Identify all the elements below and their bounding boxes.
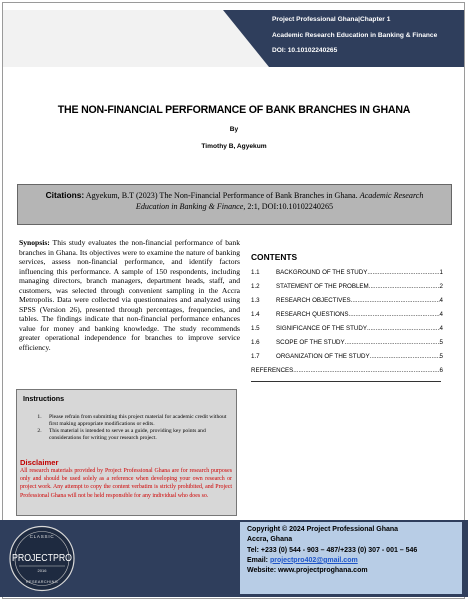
footer-email-label: Email: xyxy=(247,556,270,564)
contents-title: CONTENTS xyxy=(251,252,298,262)
toc-label: ORGANIZATION OF THE STUDY xyxy=(276,353,370,360)
toc-label: RESEARCH QUESTIONS xyxy=(276,311,349,318)
toc-leader xyxy=(351,294,440,308)
citation-journal: Academic Research Education in Banking & Finance xyxy=(135,191,424,211)
projectpro-logo-badge xyxy=(7,525,77,592)
toc-page: 4 xyxy=(439,297,443,304)
author-name: Timothy B, Agyekum xyxy=(201,143,267,150)
toc-label: SCOPE OF THE STUDY xyxy=(276,339,345,346)
synopsis-text: This study evaluates the non-financial performance of bank branches in Ghana. Its objectives were to examine the nature of banking services, assess non-financial performance, and identify factors influencing this performance. A sample of 150 respondents, including managing directors, branch managers, department heads, staff, and customers, was selected through convenient sampling in the Accra Metropolis. Data were collected via questionnaires and analyzed using SPSS (Version 26), presented through percentages, frequencies, and tables. The findings indicate that non-financial performance enhances value for money and banking knowledge. The study recommends greater operational independence for branches to improve service efficiency. xyxy=(19,238,240,352)
toc-label: RESEARCH OBJECTIVES xyxy=(276,297,351,304)
toc-label: REFERENCES xyxy=(251,367,294,374)
toc-number: 1.5 xyxy=(251,325,260,332)
instruction-item: 2. This material is intended to serve as a guide, providing key points and considerations for writing your research project. xyxy=(43,428,230,442)
toc-label: STATEMENT OF THE PROBLEM xyxy=(276,283,369,290)
citation-box xyxy=(17,184,452,225)
toc-leader xyxy=(370,350,440,364)
synopsis-label: Synopsis: xyxy=(19,238,50,247)
toc-item[interactable] xyxy=(251,294,443,308)
toc-page: 6 xyxy=(439,367,443,374)
toc-page: 4 xyxy=(439,311,443,318)
footer-city: Accra, Ghana xyxy=(247,536,293,544)
citation-text: Agyekum, B.T (2023) The Non-Financial Performance of Bank Branches in Ghana. xyxy=(84,191,360,200)
toc-number: 1.7 xyxy=(251,353,260,360)
synopsis xyxy=(19,238,240,352)
toc-leader xyxy=(345,336,440,350)
table-of-contents xyxy=(251,252,443,382)
toc-label: BACKGROUND OF THE STUDY xyxy=(276,269,368,276)
header-doi: DOI: 10.10102240265 xyxy=(272,47,338,54)
by-line: By xyxy=(229,126,239,133)
toc-page: 1 xyxy=(439,269,443,276)
disclaimer-heading: Disclaimer xyxy=(20,458,59,467)
toc-leader xyxy=(367,266,439,280)
instruction-item: 1. Please refrain from submitting this project material for academic credit without first making appropriate modifications or edits. xyxy=(43,414,230,428)
citation-label: Citations: xyxy=(45,190,85,200)
toc-item[interactable] xyxy=(251,308,443,322)
toc-page: 2 xyxy=(439,283,443,290)
toc-number: 1.6 xyxy=(251,339,260,346)
header-series: Project Professional Ghana|Chapter 1 xyxy=(272,16,391,23)
citation-rest: , 2:1, DOI:10.10102240265 xyxy=(243,202,334,211)
toc-number: 1.1 xyxy=(251,269,260,276)
toc-leader xyxy=(367,322,440,336)
toc-item[interactable] xyxy=(251,266,443,280)
toc-leader xyxy=(349,308,440,322)
toc-leader xyxy=(293,364,439,378)
header-banner xyxy=(266,7,463,64)
document-title: THE NON-FINANCIAL PERFORMANCE OF BANK BRANCHES IN GHANA xyxy=(57,104,411,116)
toc-number: 1.2 xyxy=(251,283,260,290)
logo-bottom-text: RESEARCHING xyxy=(25,580,59,584)
toc-page: 5 xyxy=(439,339,443,346)
toc-item[interactable] xyxy=(251,322,443,336)
toc-leader xyxy=(369,280,440,294)
footer-copyright: Copyright © 2024 Project Professional Ghana xyxy=(247,526,399,533)
toc-item[interactable] xyxy=(251,364,443,378)
header-journal: Academic Research Education in Banking & Finance xyxy=(272,31,438,39)
toc-item[interactable] xyxy=(251,336,443,350)
instructions-heading: Instructions xyxy=(23,394,65,403)
contents-divider xyxy=(251,381,441,382)
toc-number: 1.4 xyxy=(251,311,260,318)
logo-top-text: CLASSIC xyxy=(29,534,55,539)
instructions-list xyxy=(23,414,230,442)
toc-label: SIGNIFICANCE OF THE STUDY xyxy=(276,325,367,332)
logo-year: 2016 xyxy=(37,568,47,573)
footer-website[interactable]: Website: www.projectproghana.com xyxy=(247,567,368,575)
toc-page: 5 xyxy=(439,353,443,360)
footer-contact-panel xyxy=(240,522,462,594)
toc-number: 1.3 xyxy=(251,297,260,304)
footer-email-row xyxy=(247,556,462,566)
toc-item[interactable] xyxy=(251,350,443,364)
disclaimer-text: All research materials provided by Project Professional Ghana are for research purposes only and should be used solely as a reference when developing your own research or project work. Any attempt to copy the content verbatim is strictly prohibited, and Project Professional Ghana will not be held responsible for any individual who does so. xyxy=(20,468,232,499)
toc-page: 4 xyxy=(439,325,443,332)
footer-phone: Tel: +233 (0) 544 - 903 – 487/+233 (0) 307 - 001 – 546 xyxy=(247,546,418,554)
toc-item[interactable] xyxy=(251,280,443,294)
footer-email-link[interactable]: projectpro402@gmail.com xyxy=(269,556,358,564)
logo-name: PROJECTPRO xyxy=(12,552,72,564)
